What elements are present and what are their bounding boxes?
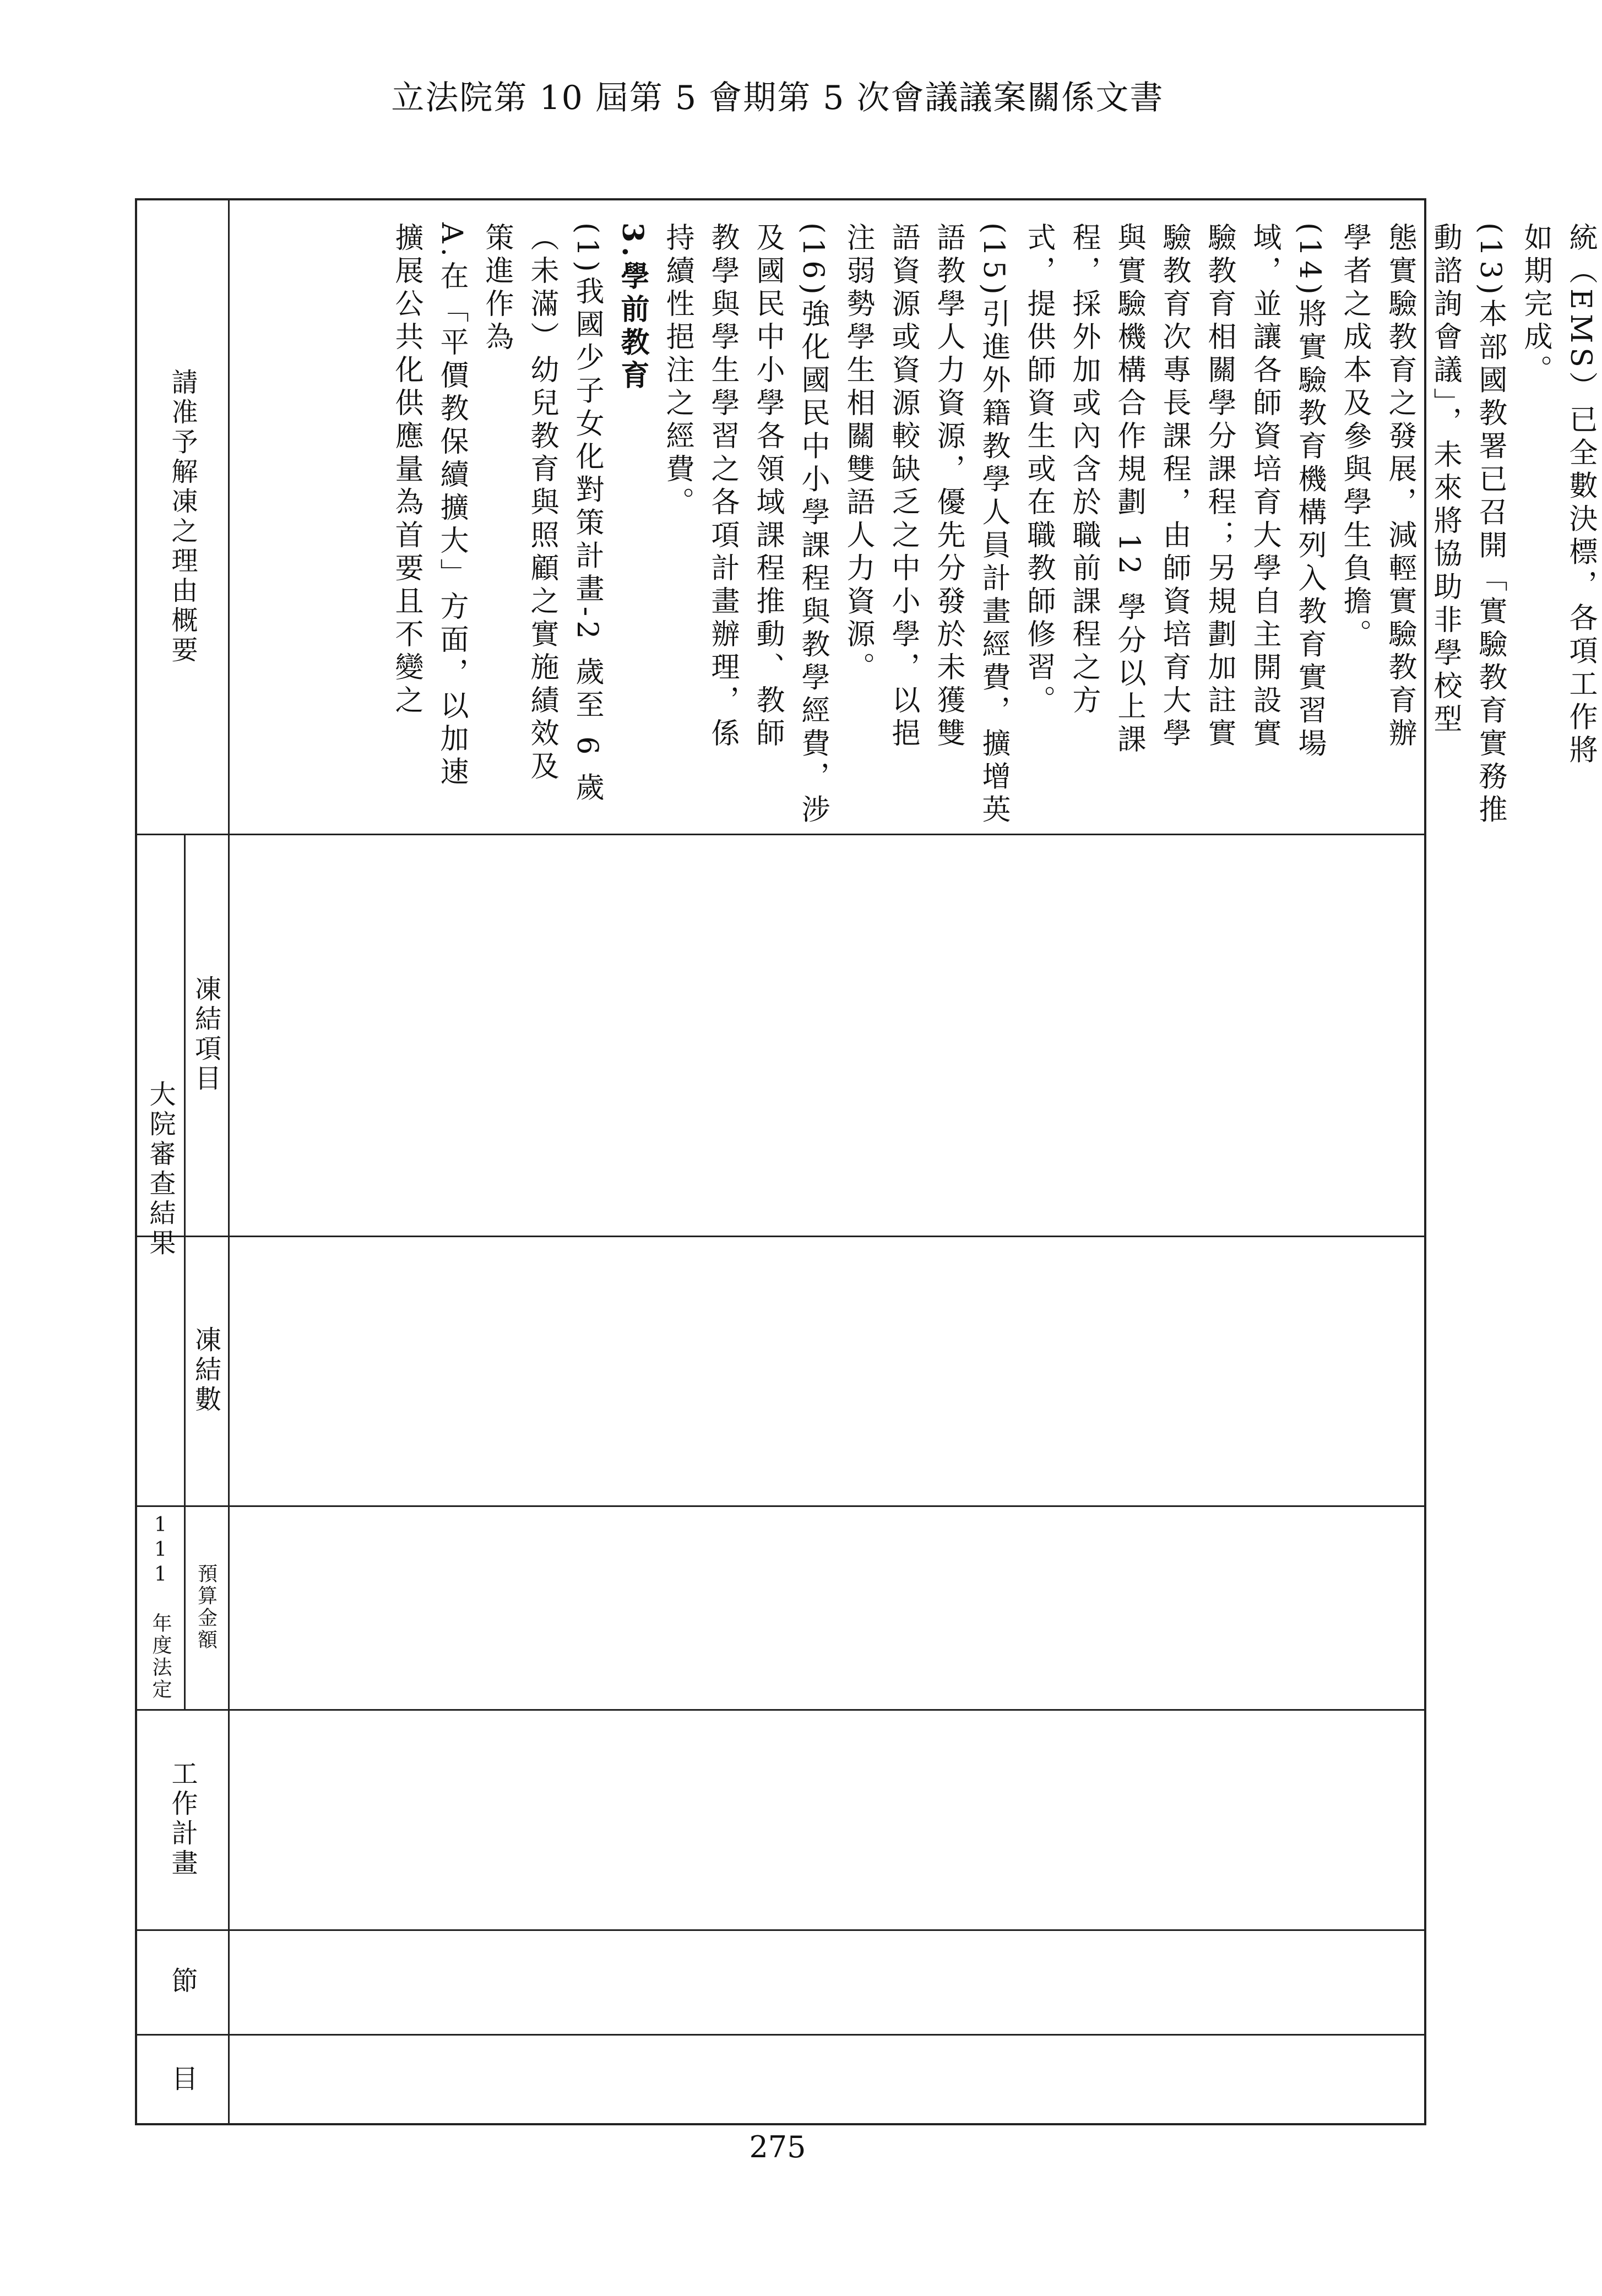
reason-line: 域，並讓各師資培育大學自主開設實: [1248, 222, 1281, 751]
reason-line: (1)我國少子女化對策計畫-2 歲至 6 歲: [571, 222, 604, 806]
reason-line: 持續性挹注之經費。: [661, 222, 694, 520]
body-rule-2: [137, 1709, 1426, 1711]
reason-line: 教學與學生學習之各項計畫辦理，係: [706, 222, 739, 751]
budget-sub-header: 預算金額: [194, 1563, 218, 1651]
reason-line: 動諮詢會議」，未來將協助非學校型: [1429, 222, 1462, 737]
reason-line: 3.學前教育: [616, 222, 649, 394]
reason-line: 驗教育次專長課程，由師資培育大學: [1158, 222, 1191, 751]
body-rule-4: [137, 2034, 1426, 2036]
reason-line: 如期完成。: [1519, 222, 1552, 388]
reason-line: 驗教育相關學分課程；另規劃加註實: [1203, 222, 1236, 751]
frozen-amount-header: 凍結數: [190, 1326, 221, 1415]
budget-title-header: 111 年度法定: [149, 1514, 172, 1701]
reason-line: (14)將實驗教育機構列入教育實習場: [1293, 222, 1326, 761]
reason-line: 及國民中小學各領域課程推動、教師: [751, 222, 784, 751]
reason-line: (16)強化國民中小學課程與教學經費，涉: [796, 222, 829, 828]
reason-line: 統（EMS）已全數決標，各項工作將: [1564, 222, 1597, 768]
reason-line: 式，提供師資生或在職教師修習。: [1022, 222, 1055, 718]
body-rule-3: [137, 1929, 1426, 1931]
body-rule: [137, 1505, 1426, 1507]
review-result-header: 大院審查結果: [145, 1080, 176, 1259]
page-number: 275: [749, 2130, 806, 2164]
reason-line: 學者之成本及參與學生負擔。: [1338, 222, 1371, 652]
reason-line: 程，採外加或內含於職前課程之方: [1067, 222, 1100, 718]
section-header: 節: [167, 1967, 198, 1996]
reason-line: 語教學人力資源，優先分發於未獲雙: [932, 222, 965, 751]
reason-header: 請准予解凍之理由概要: [167, 368, 198, 666]
reason-line: (13)本部國教署已召開「實驗教育實務推: [1474, 222, 1507, 828]
header-band-rule: [228, 200, 230, 2125]
reason-line: （未滿）幼兒教育與照顧之實施績效及: [525, 222, 558, 784]
budget-table: [135, 198, 1597, 2125]
reason-text: [374, 222, 1602, 1010]
reason-line: A.在「平價教保續擴大」方面，以加速: [435, 222, 468, 790]
document-header: 立法院第 10 屆第 5 會期第 5 次會議議案關係文書: [391, 79, 1164, 117]
reason-line: 策進作為: [480, 222, 513, 355]
frozen-item-header: 凍結項目: [190, 975, 221, 1094]
reason-line: 擴展公共化供應量為首要且不變之: [390, 222, 423, 718]
item-header: 目: [167, 2065, 198, 2094]
reason-line: 語資源或資源較缺乏之中小學，以挹: [887, 222, 920, 751]
work-plan-header: 工作計畫: [167, 1760, 198, 1879]
reason-line: (15)引進外籍教學人員計畫經費，擴增英: [977, 222, 1010, 828]
reason-line: 與實驗機構合作規劃 12 學分以上課: [1112, 222, 1145, 758]
reason-line: 注弱勢學生相關雙語人力資源。: [841, 222, 875, 685]
reason-line: 態實驗教育之發展，減輕實驗教育辦: [1383, 222, 1416, 751]
subheader-rule: [137, 1236, 1426, 1237]
